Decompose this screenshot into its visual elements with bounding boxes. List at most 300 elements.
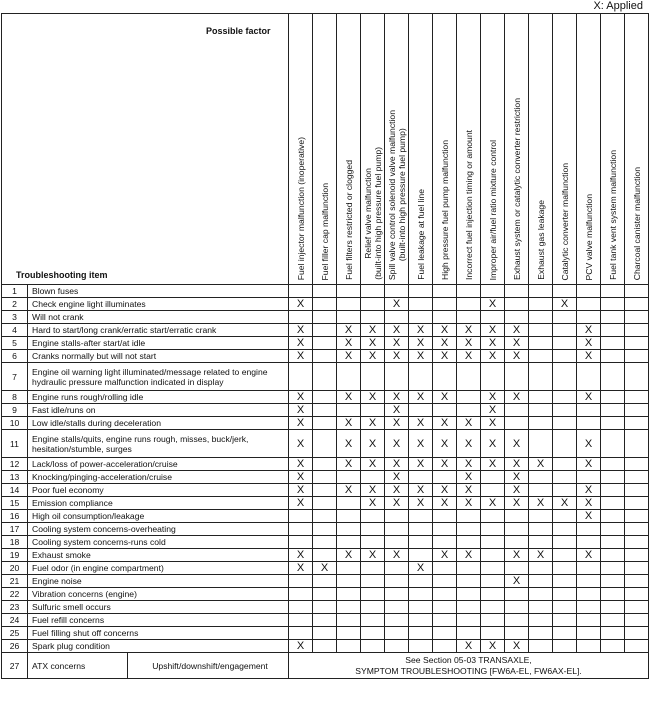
applied-cell — [553, 458, 577, 471]
applied-cell: X — [385, 497, 409, 510]
applied-cell — [625, 417, 649, 430]
row-number: 26 — [2, 640, 28, 653]
factor-label: Exhaust system or catalytic converter restriction — [511, 98, 522, 280]
applied-cell: X — [481, 640, 505, 653]
applied-cell: X — [457, 458, 481, 471]
table-row — [2, 391, 649, 404]
applied-cell — [457, 627, 481, 640]
applied-cell — [529, 430, 553, 458]
applied-cell — [313, 575, 337, 588]
applied-cell — [289, 285, 313, 298]
applied-cell: X — [289, 404, 313, 417]
applied-cell — [289, 588, 313, 601]
table-row — [2, 285, 649, 298]
applied-cell — [337, 536, 361, 549]
legend: X: Applied — [593, 0, 643, 12]
applied-cell: X — [481, 430, 505, 458]
factor-header — [553, 14, 577, 285]
applied-cell — [625, 523, 649, 536]
troubleshooting-item: Engine stalls-after start/at idle — [28, 337, 289, 350]
applied-cell — [337, 575, 361, 588]
applied-cell — [625, 601, 649, 614]
table-row — [2, 562, 649, 575]
applied-cell: X — [577, 337, 601, 350]
applied-cell: X — [433, 549, 457, 562]
applied-cell: X — [577, 350, 601, 363]
troubleshooting-item: Poor fuel economy — [28, 484, 289, 497]
applied-cell: X — [457, 484, 481, 497]
applied-cell: X — [505, 575, 529, 588]
applied-cell — [457, 298, 481, 311]
factor-label: Catalytic converter malfunction — [559, 162, 570, 280]
troubleshooting-item: Fuel odor (in engine compartment) — [28, 562, 289, 575]
applied-cell — [601, 562, 625, 575]
applied-cell: X — [289, 549, 313, 562]
applied-cell — [457, 601, 481, 614]
applied-cell — [601, 588, 625, 601]
applied-cell — [553, 311, 577, 324]
factor-label: Fuel filler cap malfunction — [319, 182, 330, 280]
factor-header — [457, 14, 481, 285]
applied-cell — [529, 601, 553, 614]
applied-cell: X — [505, 497, 529, 510]
applied-cell — [625, 285, 649, 298]
applied-cell — [481, 523, 505, 536]
table-row — [2, 523, 649, 536]
applied-cell — [529, 417, 553, 430]
applied-cell — [553, 417, 577, 430]
applied-cell: X — [385, 417, 409, 430]
applied-cell: X — [385, 298, 409, 311]
applied-cell — [385, 640, 409, 653]
applied-cell: X — [577, 324, 601, 337]
applied-cell — [289, 614, 313, 627]
applied-cell — [625, 575, 649, 588]
applied-cell — [529, 575, 553, 588]
applied-cell — [433, 311, 457, 324]
table-row — [2, 575, 649, 588]
applied-cell — [361, 311, 385, 324]
troubleshooting-item: Low idle/stalls during deceleration — [28, 417, 289, 430]
applied-cell: X — [313, 562, 337, 575]
applied-cell — [313, 614, 337, 627]
applied-cell — [577, 363, 601, 391]
applied-cell: X — [433, 324, 457, 337]
applied-cell — [385, 588, 409, 601]
table-row — [2, 298, 649, 311]
row-number: 1 — [2, 285, 28, 298]
applied-cell — [361, 627, 385, 640]
troubleshooting-item: Hard to start/long crank/erratic start/erratic crank — [28, 324, 289, 337]
applied-cell — [529, 350, 553, 363]
applied-cell — [337, 588, 361, 601]
applied-cell — [529, 298, 553, 311]
applied-cell — [433, 614, 457, 627]
applied-cell: X — [361, 458, 385, 471]
applied-cell — [361, 614, 385, 627]
row-number: 16 — [2, 510, 28, 523]
applied-cell — [625, 471, 649, 484]
applied-cell: X — [337, 430, 361, 458]
applied-cell — [625, 497, 649, 510]
applied-cell — [553, 575, 577, 588]
applied-cell — [553, 363, 577, 391]
applied-cell — [361, 363, 385, 391]
applied-cell: X — [289, 324, 313, 337]
applied-cell — [529, 562, 553, 575]
applied-cell: X — [529, 497, 553, 510]
applied-cell: X — [577, 497, 601, 510]
factor-header — [289, 14, 313, 285]
applied-cell — [601, 324, 625, 337]
applied-cell — [529, 588, 553, 601]
applied-cell — [553, 471, 577, 484]
applied-cell — [505, 627, 529, 640]
applied-cell — [505, 523, 529, 536]
troubleshooting-item: Engine noise — [28, 575, 289, 588]
applied-cell — [601, 536, 625, 549]
applied-cell — [433, 523, 457, 536]
applied-cell — [433, 562, 457, 575]
applied-cell — [385, 363, 409, 391]
applied-cell — [289, 627, 313, 640]
applied-cell — [625, 311, 649, 324]
applied-cell: X — [337, 337, 361, 350]
table-row — [2, 458, 649, 471]
table-row — [2, 417, 649, 430]
applied-cell — [505, 588, 529, 601]
applied-cell — [601, 614, 625, 627]
applied-cell — [313, 549, 337, 562]
applied-cell — [313, 430, 337, 458]
troubleshooting-item: Blown fuses — [28, 285, 289, 298]
applied-cell — [481, 549, 505, 562]
applied-cell: X — [409, 337, 433, 350]
row-number: 11 — [2, 430, 28, 458]
applied-cell: X — [553, 497, 577, 510]
applied-cell — [361, 536, 385, 549]
applied-cell — [601, 311, 625, 324]
factor-header — [577, 14, 601, 285]
applied-cell: X — [361, 337, 385, 350]
applied-cell — [553, 549, 577, 562]
applied-cell: X — [361, 497, 385, 510]
table-row — [2, 404, 649, 417]
applied-cell — [433, 285, 457, 298]
applied-cell — [625, 588, 649, 601]
applied-cell — [505, 363, 529, 391]
row-number: 8 — [2, 391, 28, 404]
applied-cell — [289, 510, 313, 523]
applied-cell — [577, 417, 601, 430]
factor-header-row — [2, 14, 649, 285]
applied-cell — [601, 350, 625, 363]
applied-cell: X — [289, 471, 313, 484]
factor-header — [601, 14, 625, 285]
applied-cell — [529, 627, 553, 640]
applied-cell — [433, 404, 457, 417]
applied-cell: X — [385, 404, 409, 417]
applied-cell — [601, 549, 625, 562]
applied-cell: X — [505, 430, 529, 458]
table-row — [2, 510, 649, 523]
applied-cell: X — [289, 562, 313, 575]
applied-cell — [505, 562, 529, 575]
troubleshooting-item: Vibration concerns (engine) — [28, 588, 289, 601]
row-number: 24 — [2, 614, 28, 627]
applied-cell: X — [337, 417, 361, 430]
applied-cell — [529, 363, 553, 391]
applied-cell — [625, 391, 649, 404]
applied-cell — [385, 523, 409, 536]
applied-cell: X — [385, 471, 409, 484]
troubleshooting-item: Check engine light illuminates — [28, 298, 289, 311]
note-line: See Section 05-03 TRANSAXLE, — [405, 654, 532, 665]
applied-cell — [625, 324, 649, 337]
factor-header — [433, 14, 457, 285]
applied-cell: X — [289, 430, 313, 458]
applied-cell — [313, 363, 337, 391]
row-number: 13 — [2, 471, 28, 484]
applied-cell — [625, 614, 649, 627]
applied-cell — [577, 614, 601, 627]
factor-label: Incorrect fuel injection timing or amount — [463, 130, 474, 280]
applied-cell — [505, 285, 529, 298]
applied-cell: X — [577, 549, 601, 562]
table-row — [2, 549, 649, 562]
applied-cell — [529, 404, 553, 417]
applied-cell: X — [457, 640, 481, 653]
row-number: 18 — [2, 536, 28, 549]
factor-header — [337, 14, 361, 285]
applied-cell — [409, 588, 433, 601]
applied-cell: X — [409, 391, 433, 404]
applied-cell — [337, 363, 361, 391]
applied-cell — [433, 640, 457, 653]
applied-cell — [409, 363, 433, 391]
troubleshooting-item: Fuel refill concerns — [28, 614, 289, 627]
applied-cell — [601, 458, 625, 471]
applied-cell — [409, 549, 433, 562]
applied-cell — [625, 536, 649, 549]
applied-cell — [481, 510, 505, 523]
applied-cell — [433, 601, 457, 614]
applied-cell — [409, 523, 433, 536]
factor-header — [313, 14, 337, 285]
applied-cell — [457, 575, 481, 588]
applied-cell: X — [385, 324, 409, 337]
factor-label: Relief valve malfunction (built-into high pressure fuel pump) — [362, 147, 383, 280]
applied-cell: X — [577, 458, 601, 471]
table-row — [2, 536, 649, 549]
applied-cell — [625, 510, 649, 523]
applied-cell — [385, 311, 409, 324]
applied-cell: X — [457, 549, 481, 562]
applied-cell — [601, 601, 625, 614]
applied-cell: X — [577, 430, 601, 458]
troubleshooting-item: Cooling system concerns-runs cold — [28, 536, 289, 549]
applied-cell: X — [481, 404, 505, 417]
applied-cell: X — [457, 430, 481, 458]
applied-cell: X — [361, 484, 385, 497]
applied-cell — [505, 404, 529, 417]
applied-cell — [409, 640, 433, 653]
table-row — [2, 363, 649, 391]
applied-cell: X — [505, 391, 529, 404]
applied-cell: X — [361, 430, 385, 458]
applied-cell — [577, 562, 601, 575]
applied-cell — [625, 484, 649, 497]
applied-cell — [313, 337, 337, 350]
applied-cell: X — [481, 350, 505, 363]
applied-cell — [289, 311, 313, 324]
factor-header — [409, 14, 433, 285]
factor-label: High pressure fuel pump malfunction — [439, 140, 450, 280]
row-number: 27 — [2, 653, 28, 679]
applied-cell — [433, 627, 457, 640]
applied-cell — [313, 523, 337, 536]
applied-cell — [433, 363, 457, 391]
applied-cell — [529, 484, 553, 497]
applied-cell — [457, 614, 481, 627]
row-number: 17 — [2, 523, 28, 536]
troubleshooting-item: Cooling system concerns-overheating — [28, 523, 289, 536]
table-row — [2, 471, 649, 484]
applied-cell: X — [385, 391, 409, 404]
applied-cell: X — [337, 391, 361, 404]
applied-cell — [625, 458, 649, 471]
applied-cell: X — [481, 324, 505, 337]
applied-cell: X — [409, 562, 433, 575]
row-number: 20 — [2, 562, 28, 575]
applied-cell: X — [289, 337, 313, 350]
factor-header — [625, 14, 649, 285]
applied-cell: X — [457, 471, 481, 484]
troubleshooting-item: Emission compliance — [28, 497, 289, 510]
applied-cell — [361, 510, 385, 523]
applied-cell — [625, 363, 649, 391]
applied-cell: X — [481, 298, 505, 311]
applied-cell — [625, 337, 649, 350]
factor-header — [481, 14, 505, 285]
applied-cell — [577, 588, 601, 601]
applied-cell: X — [409, 430, 433, 458]
troubleshooting-item: Engine runs rough/rolling idle — [28, 391, 289, 404]
applied-cell — [457, 391, 481, 404]
applied-cell — [433, 575, 457, 588]
applied-cell: X — [457, 337, 481, 350]
factor-label: Fuel filters restricted or clogged — [343, 160, 354, 280]
applied-cell — [481, 285, 505, 298]
applied-cell — [313, 497, 337, 510]
applied-cell: X — [289, 350, 313, 363]
applied-cell — [529, 311, 553, 324]
applied-cell — [577, 404, 601, 417]
applied-cell — [481, 562, 505, 575]
applied-cell — [529, 640, 553, 653]
applied-cell — [361, 471, 385, 484]
applied-cell — [289, 575, 313, 588]
table-row — [2, 497, 649, 510]
applied-cell — [289, 363, 313, 391]
applied-cell — [361, 523, 385, 536]
factor-label: Charcoal canister malfunction — [631, 166, 642, 280]
applied-cell — [625, 350, 649, 363]
applied-cell — [385, 575, 409, 588]
applied-cell — [409, 471, 433, 484]
row-number: 10 — [2, 417, 28, 430]
applied-cell — [457, 404, 481, 417]
factor-header — [385, 14, 409, 285]
row-number: 7 — [2, 363, 28, 391]
applied-cell — [457, 588, 481, 601]
applied-cell — [337, 640, 361, 653]
applied-cell — [505, 601, 529, 614]
applied-cell — [289, 536, 313, 549]
applied-cell: X — [289, 497, 313, 510]
applied-cell — [337, 523, 361, 536]
applied-cell — [601, 510, 625, 523]
troubleshooting-item: Exhaust smoke — [28, 549, 289, 562]
applied-cell — [553, 510, 577, 523]
table-row — [2, 601, 649, 614]
factor-label: Exhaust gas leakage — [535, 200, 546, 280]
applied-cell: X — [433, 497, 457, 510]
applied-cell — [577, 601, 601, 614]
applied-cell — [337, 601, 361, 614]
applied-cell — [313, 484, 337, 497]
applied-cell — [385, 627, 409, 640]
applied-cell — [337, 298, 361, 311]
applied-cell — [553, 536, 577, 549]
applied-cell — [313, 285, 337, 298]
applied-cell — [433, 588, 457, 601]
applied-cell — [505, 311, 529, 324]
applied-cell: X — [481, 337, 505, 350]
applied-cell — [529, 285, 553, 298]
applied-cell — [529, 614, 553, 627]
applied-cell — [337, 497, 361, 510]
applied-cell — [601, 484, 625, 497]
applied-cell — [313, 324, 337, 337]
applied-cell — [601, 298, 625, 311]
note-line: SYMPTOM TROUBLESHOOTING [FW6A-EL, FW6AX-EL]. — [355, 665, 582, 676]
troubleshooting-item: Sulfuric smell occurs — [28, 601, 289, 614]
row-number: 25 — [2, 627, 28, 640]
row-number: 5 — [2, 337, 28, 350]
applied-cell — [337, 471, 361, 484]
applied-cell: X — [361, 324, 385, 337]
applied-cell — [529, 536, 553, 549]
applied-cell: X — [433, 430, 457, 458]
troubleshooting-item: Lack/loss of power-acceleration/cruise — [28, 458, 289, 471]
applied-cell — [577, 471, 601, 484]
troubleshooting-item: Spark plug condition — [28, 640, 289, 653]
applied-cell — [481, 627, 505, 640]
applied-cell — [289, 601, 313, 614]
table-row-atx — [2, 653, 649, 679]
applied-cell — [553, 588, 577, 601]
applied-cell — [337, 510, 361, 523]
applied-cell — [601, 391, 625, 404]
applied-cell — [313, 510, 337, 523]
table-row — [2, 350, 649, 363]
applied-cell: X — [361, 549, 385, 562]
troubleshooting-item: Engine oil warning light illuminated/message related to engine hydraulic pressure malfunction indicated in display — [28, 363, 289, 391]
applied-cell: X — [481, 391, 505, 404]
applied-cell: X — [337, 484, 361, 497]
applied-cell — [553, 391, 577, 404]
